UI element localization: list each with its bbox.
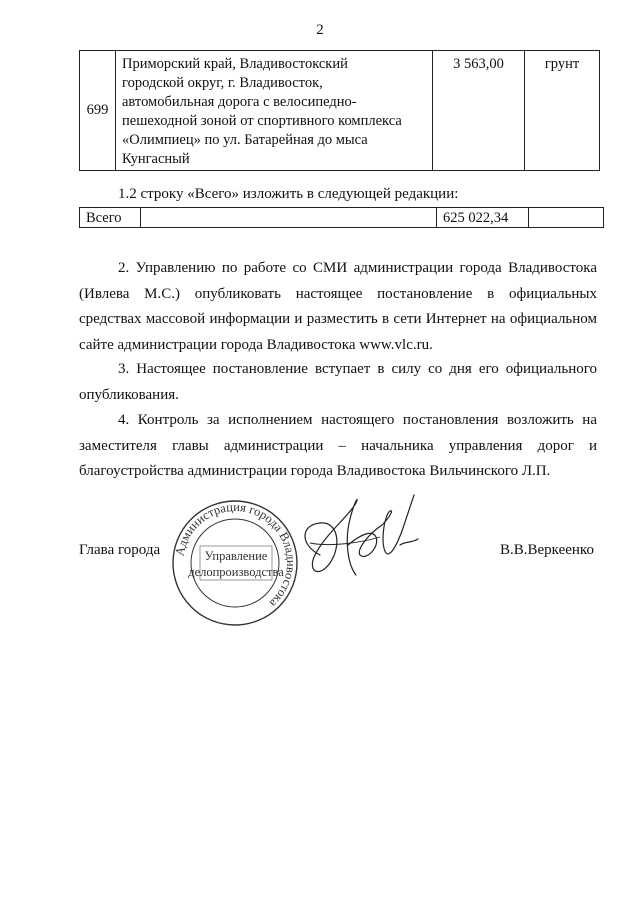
description-line: пешеходной зоной от спортивного комплекса [122,113,402,129]
paragraph-3: 3. Настоящее постановление вступает в силу со дня его официального опубликования. [79,361,597,403]
description-line: Кунгасный [122,151,190,167]
description-line: «Олимпиец» по ул. Батарейная до мыса [122,132,368,148]
page-number: 2 [316,22,324,38]
description-line: городской округ, г. Владивосток, [122,75,323,91]
row-number-cell: 699 [80,51,116,171]
total-label-cell: Всего [80,208,141,228]
seal-ring-text: Администрация города Владивостока [172,499,299,611]
signatory-position: Глава города [79,542,161,558]
description-line: автомобильная дорога с велосипедно- [122,94,357,110]
description-line: Приморский край, Владивостокский [122,56,348,72]
amendment-intro: 1.2 строку «Всего» изложить в следующей редакции: [118,186,459,202]
table-row [80,51,600,171]
official-seal [170,498,300,628]
total-value-cell: 625 022,34 [437,208,529,228]
total-table [79,207,604,228]
paragraph-4: 4. Контроль за исполнением настоящего постановления возложить на заместителя главы администрации – начальника управления дорог и благоустройства администрации города Владивостока Вильчинского Л.П. [79,412,597,479]
road-surface-cell: грунт [525,51,600,171]
road-list-table [79,50,600,171]
seal-line-1: Управление [204,549,268,563]
road-description-cell [116,51,433,171]
total-empty-cell [529,208,604,228]
total-empty-cell [141,208,437,228]
table-row [80,208,604,228]
signatory-name: В.В.Веркеенко [500,542,594,558]
handwritten-signature [290,485,430,600]
seal-line-2: делопроизводства [188,565,284,579]
road-area-cell: 3 563,00 [433,51,525,171]
paragraph-2: 2. Управлению по работе со СМИ администрации города Владивостока (Ивлева М.С.) опубликовать настоящее постановление в официальных средствах массовой информации и разместить в сети Интернет на официальном сайте администрации города Владивостока www.vlc.ru. [79,260,597,353]
